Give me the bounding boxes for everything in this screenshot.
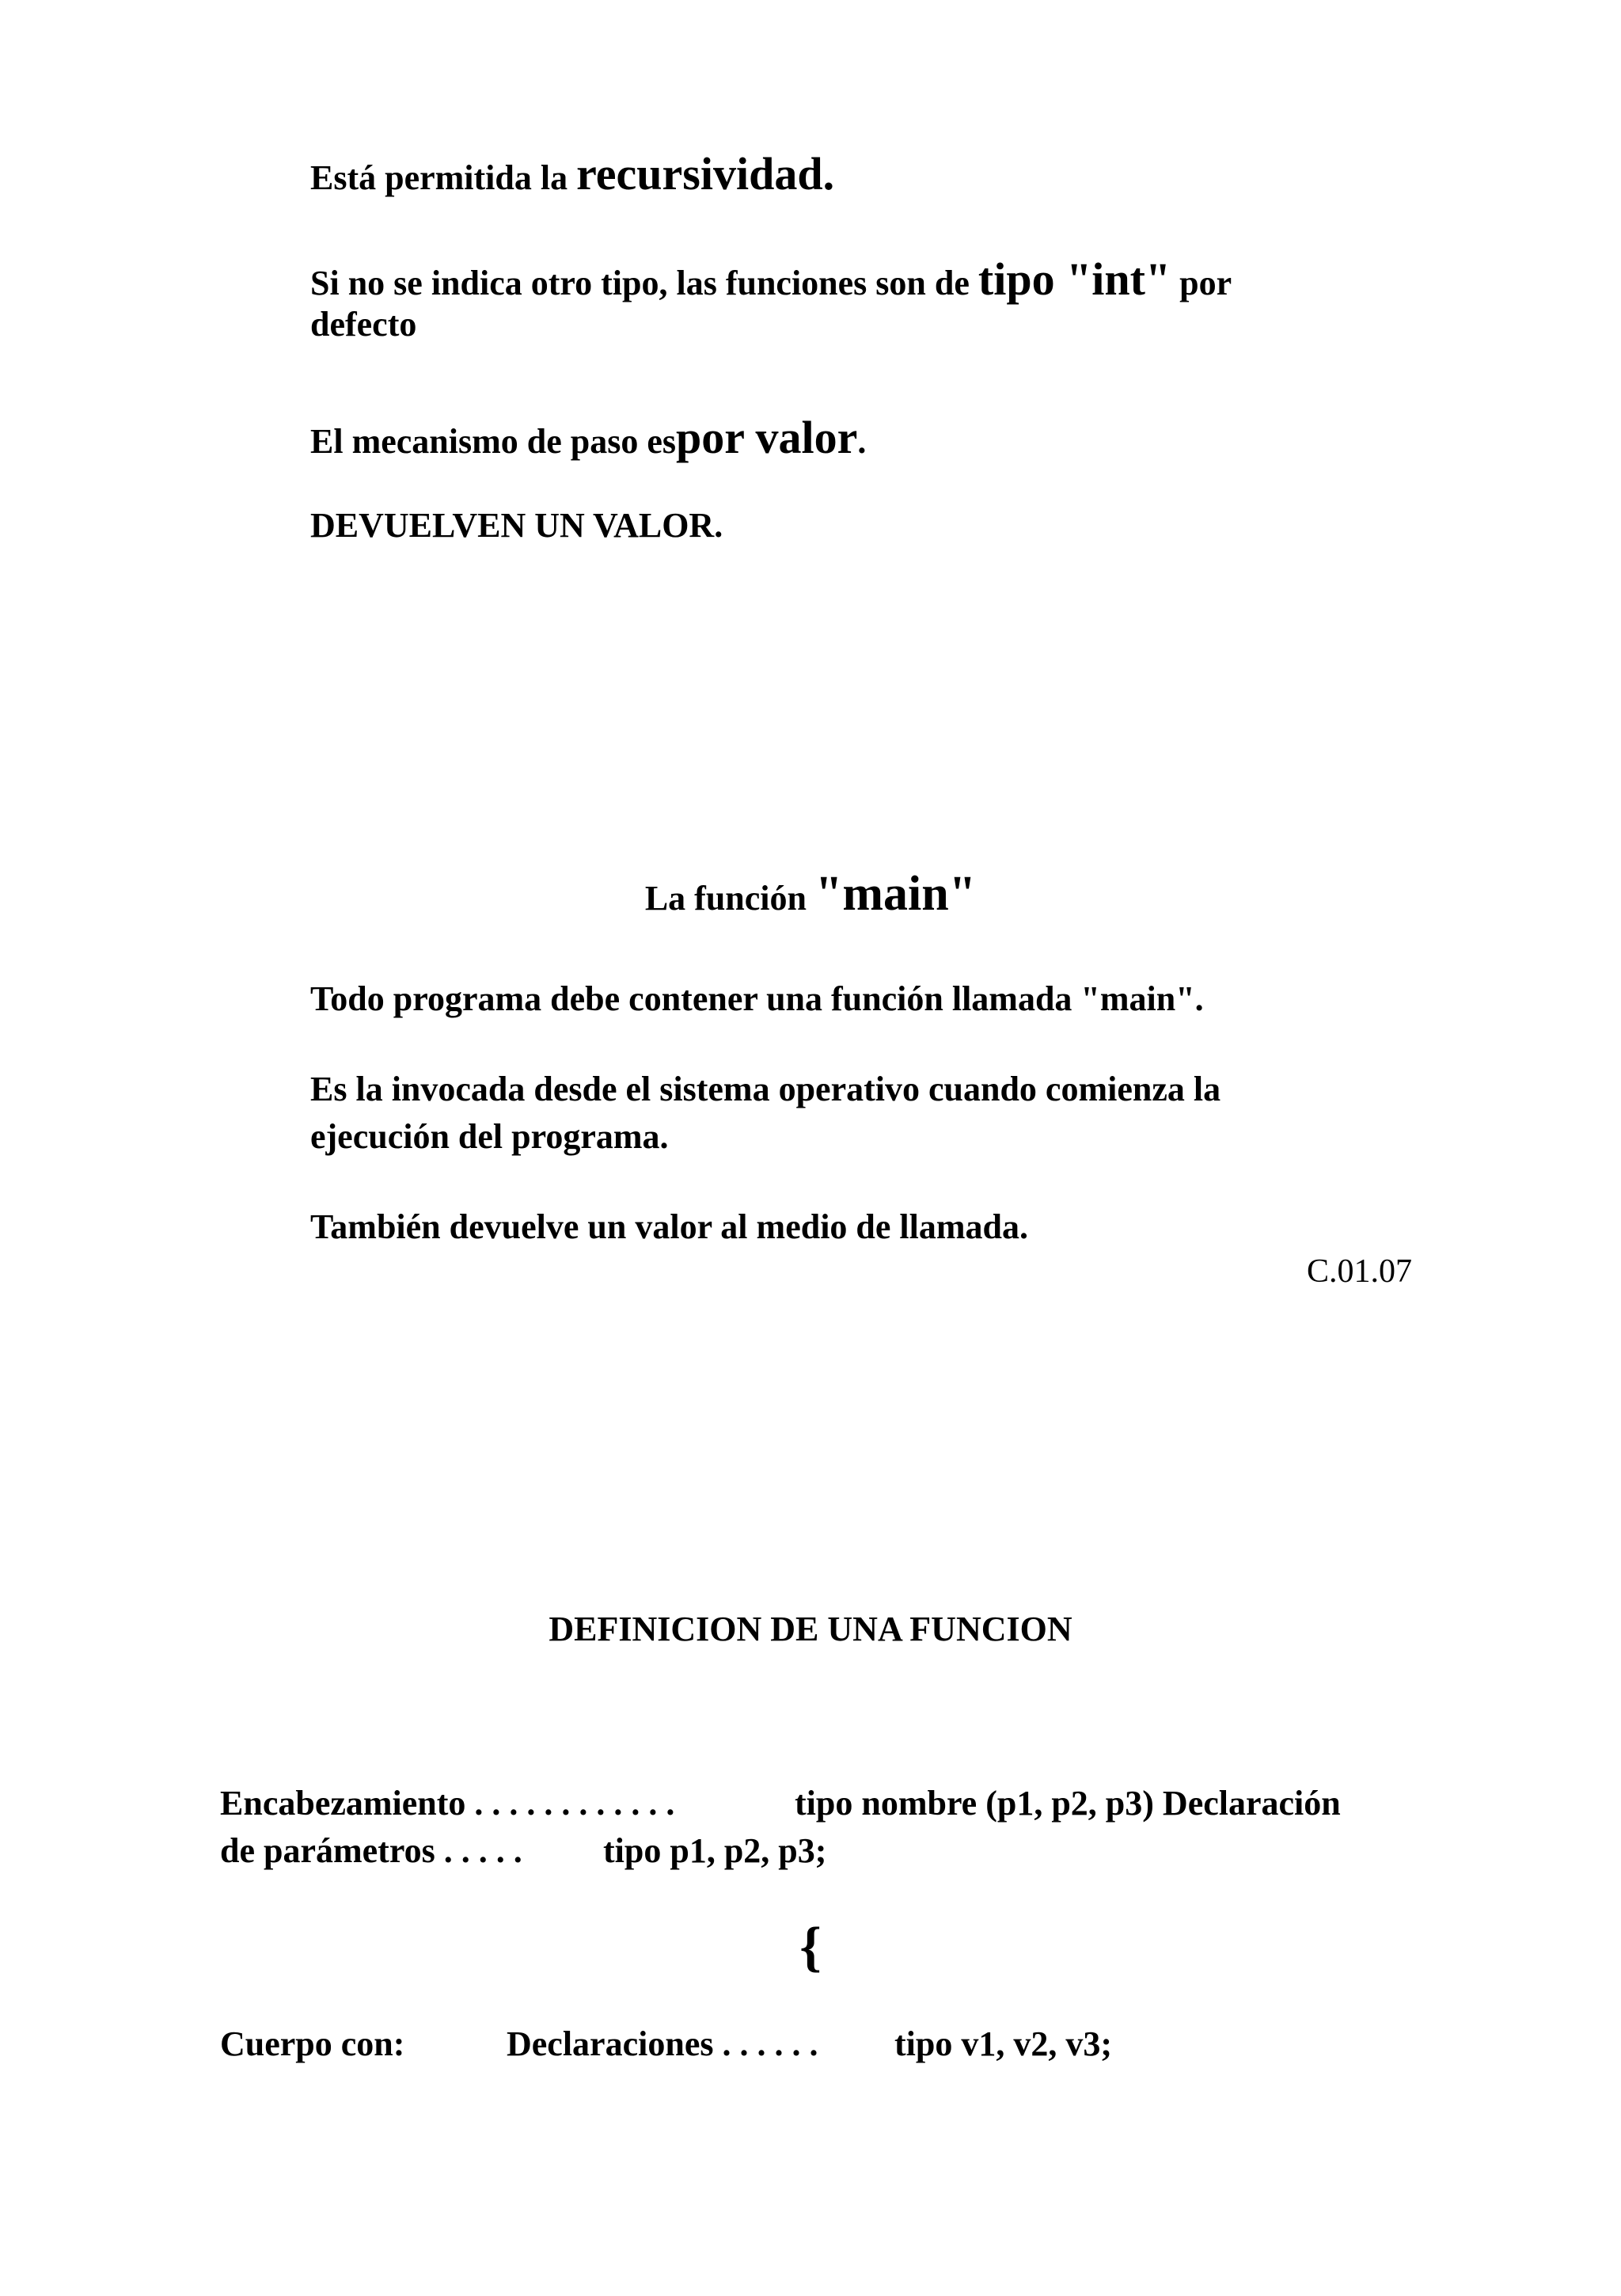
definition-title: DEFINICION DE UNA FUNCION: [549, 1610, 1072, 1648]
header-syntax: tipo nombre (p1, p2, p3) Declaración: [795, 1784, 1341, 1823]
default-type-text: Si no se indica otro tipo, las funciones son de: [310, 264, 970, 302]
open-brace: {: [799, 1917, 822, 1978]
default-type-line: [310, 252, 1232, 307]
body-label: Cuerpo con:: [220, 2024, 405, 2063]
declarations-label: Declaraciones . . . . . .: [507, 2024, 818, 2063]
declarations-syntax: tipo v1, v2, v3;: [894, 2024, 1112, 2063]
recursion-line: [310, 146, 834, 202]
recursion-emphasis: recursividad.: [576, 148, 835, 200]
header-label: Encabezamiento . . . . . . . . . . . .: [220, 1784, 675, 1823]
main-paragraph-2b: ejecución del programa.: [310, 1117, 669, 1156]
main-title: [0, 865, 1621, 923]
default-type-post: por: [1179, 264, 1232, 302]
return-value-line: DEVUELVEN UN VALOR.: [310, 506, 723, 545]
recursion-text: Está permitida la: [310, 158, 568, 197]
main-title-text: La función: [644, 879, 807, 918]
main-paragraph-1: Todo programa debe contener una función llamada "main".: [310, 979, 1204, 1018]
params-label: de parámetros . . . . .: [220, 1831, 522, 1870]
pass-mechanism-post: .: [857, 422, 867, 461]
main-paragraph-2a: Es la invocada desde el sistema operativo cuando comienza la: [310, 1070, 1221, 1108]
default-type-cont: defecto: [310, 305, 417, 344]
pass-mechanism-emphasis: por valor: [676, 412, 858, 463]
params-syntax: tipo p1, p2, p3;: [603, 1831, 827, 1870]
main-paragraph-3: También devuelve un valor al medio de llamada.: [310, 1207, 1028, 1246]
main-title-emphasis: "main": [814, 867, 977, 921]
default-type-emphasis: tipo "int": [978, 253, 1171, 305]
pass-mechanism-line: [310, 410, 866, 466]
pass-mechanism-text: El mecanismo de paso es: [310, 422, 676, 461]
page-code: C.01.07: [1306, 1253, 1412, 1290]
